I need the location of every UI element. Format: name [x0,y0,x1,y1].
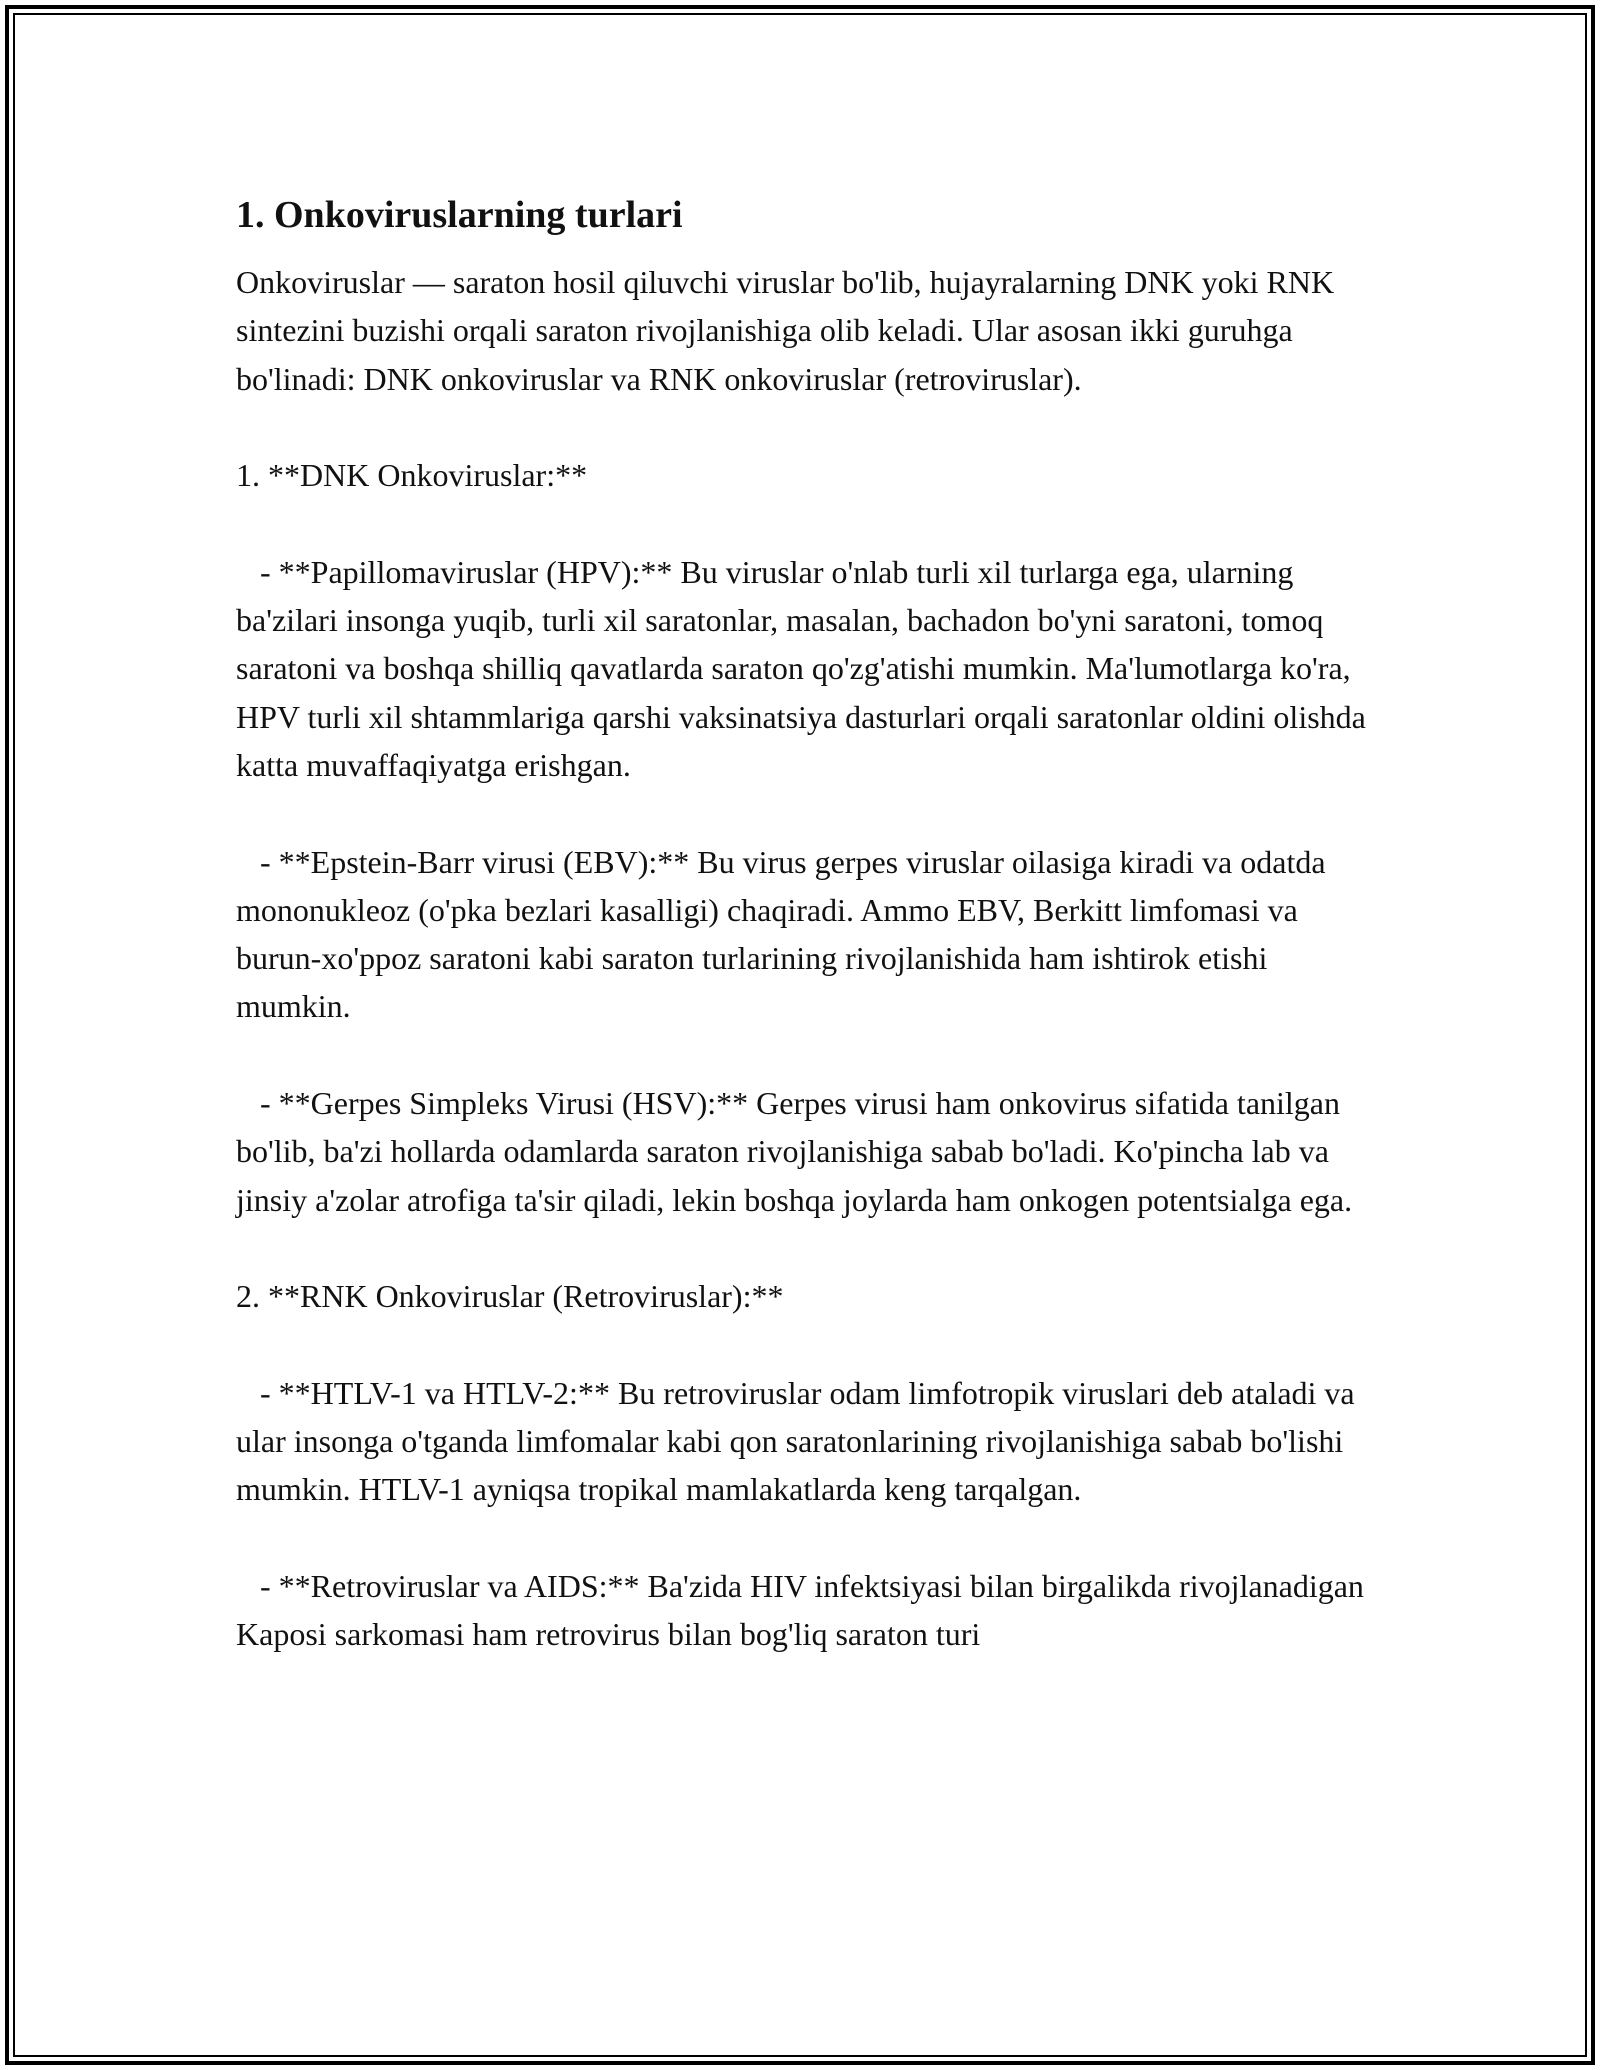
spacer [236,499,1386,547]
intro-paragraph: Onkoviruslar — saraton hosil qiluvchi viruslar bo'lib, hujayralarning DNK yoki RNK sintezini buzishi orqali saraton rivojlanishiga olib keladi. Ular asosan ikki guruhga bo'linadi: DNK onkoviruslar va RNK onkoviruslar (retroviruslar). [236,264,1343,397]
spacer [236,1514,1386,1562]
list-item-aids: - **Retroviruslar va AIDS:** Ba'zida HIV infektsiyasi bilan birgalikda rivojlanadigan Kaposi sarkomasi ham retrovirus bilan bog'liq saraton turi [236,1568,1372,1653]
document-title: 1. Onkoviruslarning turlari [236,194,683,236]
spacer [236,403,1386,451]
spacer [236,1031,1386,1079]
spacer [236,1321,1386,1369]
list-item-hpv: - **Papillomaviruslar (HPV):** Bu viruslar o'nlab turli xil turlarga ega, ularning ba'zilari insonga yuqib, turli xil saratonlar, masalan, bachadon bo'yni saratoni, tomoq saratoni va boshqa shilliq qavatlarda saraton qo'zg'atishi mumkin. Ma'lumotlarga ko'ra, HPV turli xil shtammlariga qarshi vaksinatsiya dasturlari orqali saratonlar oldini olishda katta muvaffaqiyatga erishgan. [236,553,1374,783]
section-heading-rnk: 2. **RNK Onkoviruslar (Retroviruslar):** [236,1278,784,1315]
spacer [236,789,1386,837]
spacer [236,1224,1386,1272]
section-heading-dnk: 1. **DNK Onkoviruslar:** [236,457,588,494]
document-body [236,186,1386,1659]
list-item-ebv: - **Epstein-Barr virusi (EBV):** Bu virus gerpes viruslar oilasiga kiradi va odatda mononukleoz (o'pka bezlari kasalligi) chaqiradi. Ammo EBV, Berkitt limfomasi va burun-xo'ppoz saratoni kabi saraton turlarining rivojlanishida ham ishtirok etishi mumkin. [236,843,1334,1025]
list-item-htlv: - **HTLV-1 va HTLV-2:** Bu retroviruslar odam limfotropik viruslari deb ataladi va ular insonga o'tganda limfomalar kabi qon saratonlarining rivojlanishiga sabab bo'lishi mumkin. HTLV-1 ayniqsa tropikal mamlakatlarda keng tarqalgan. [236,1374,1363,1508]
list-item-hsv: - **Gerpes Simpleks Virusi (HSV):** Gerpes virusi ham onkovirus sifatida tanilgan bo'lib, ba'zi hollarda odamlarda saraton rivojlanishiga sabab bo'ladi. Ko'pincha lab va jinsiy a'zolar atrofiga ta'sir qiladi, lekin boshqa joylarda ham onkogen potentsialga ega. [236,1085,1353,1218]
